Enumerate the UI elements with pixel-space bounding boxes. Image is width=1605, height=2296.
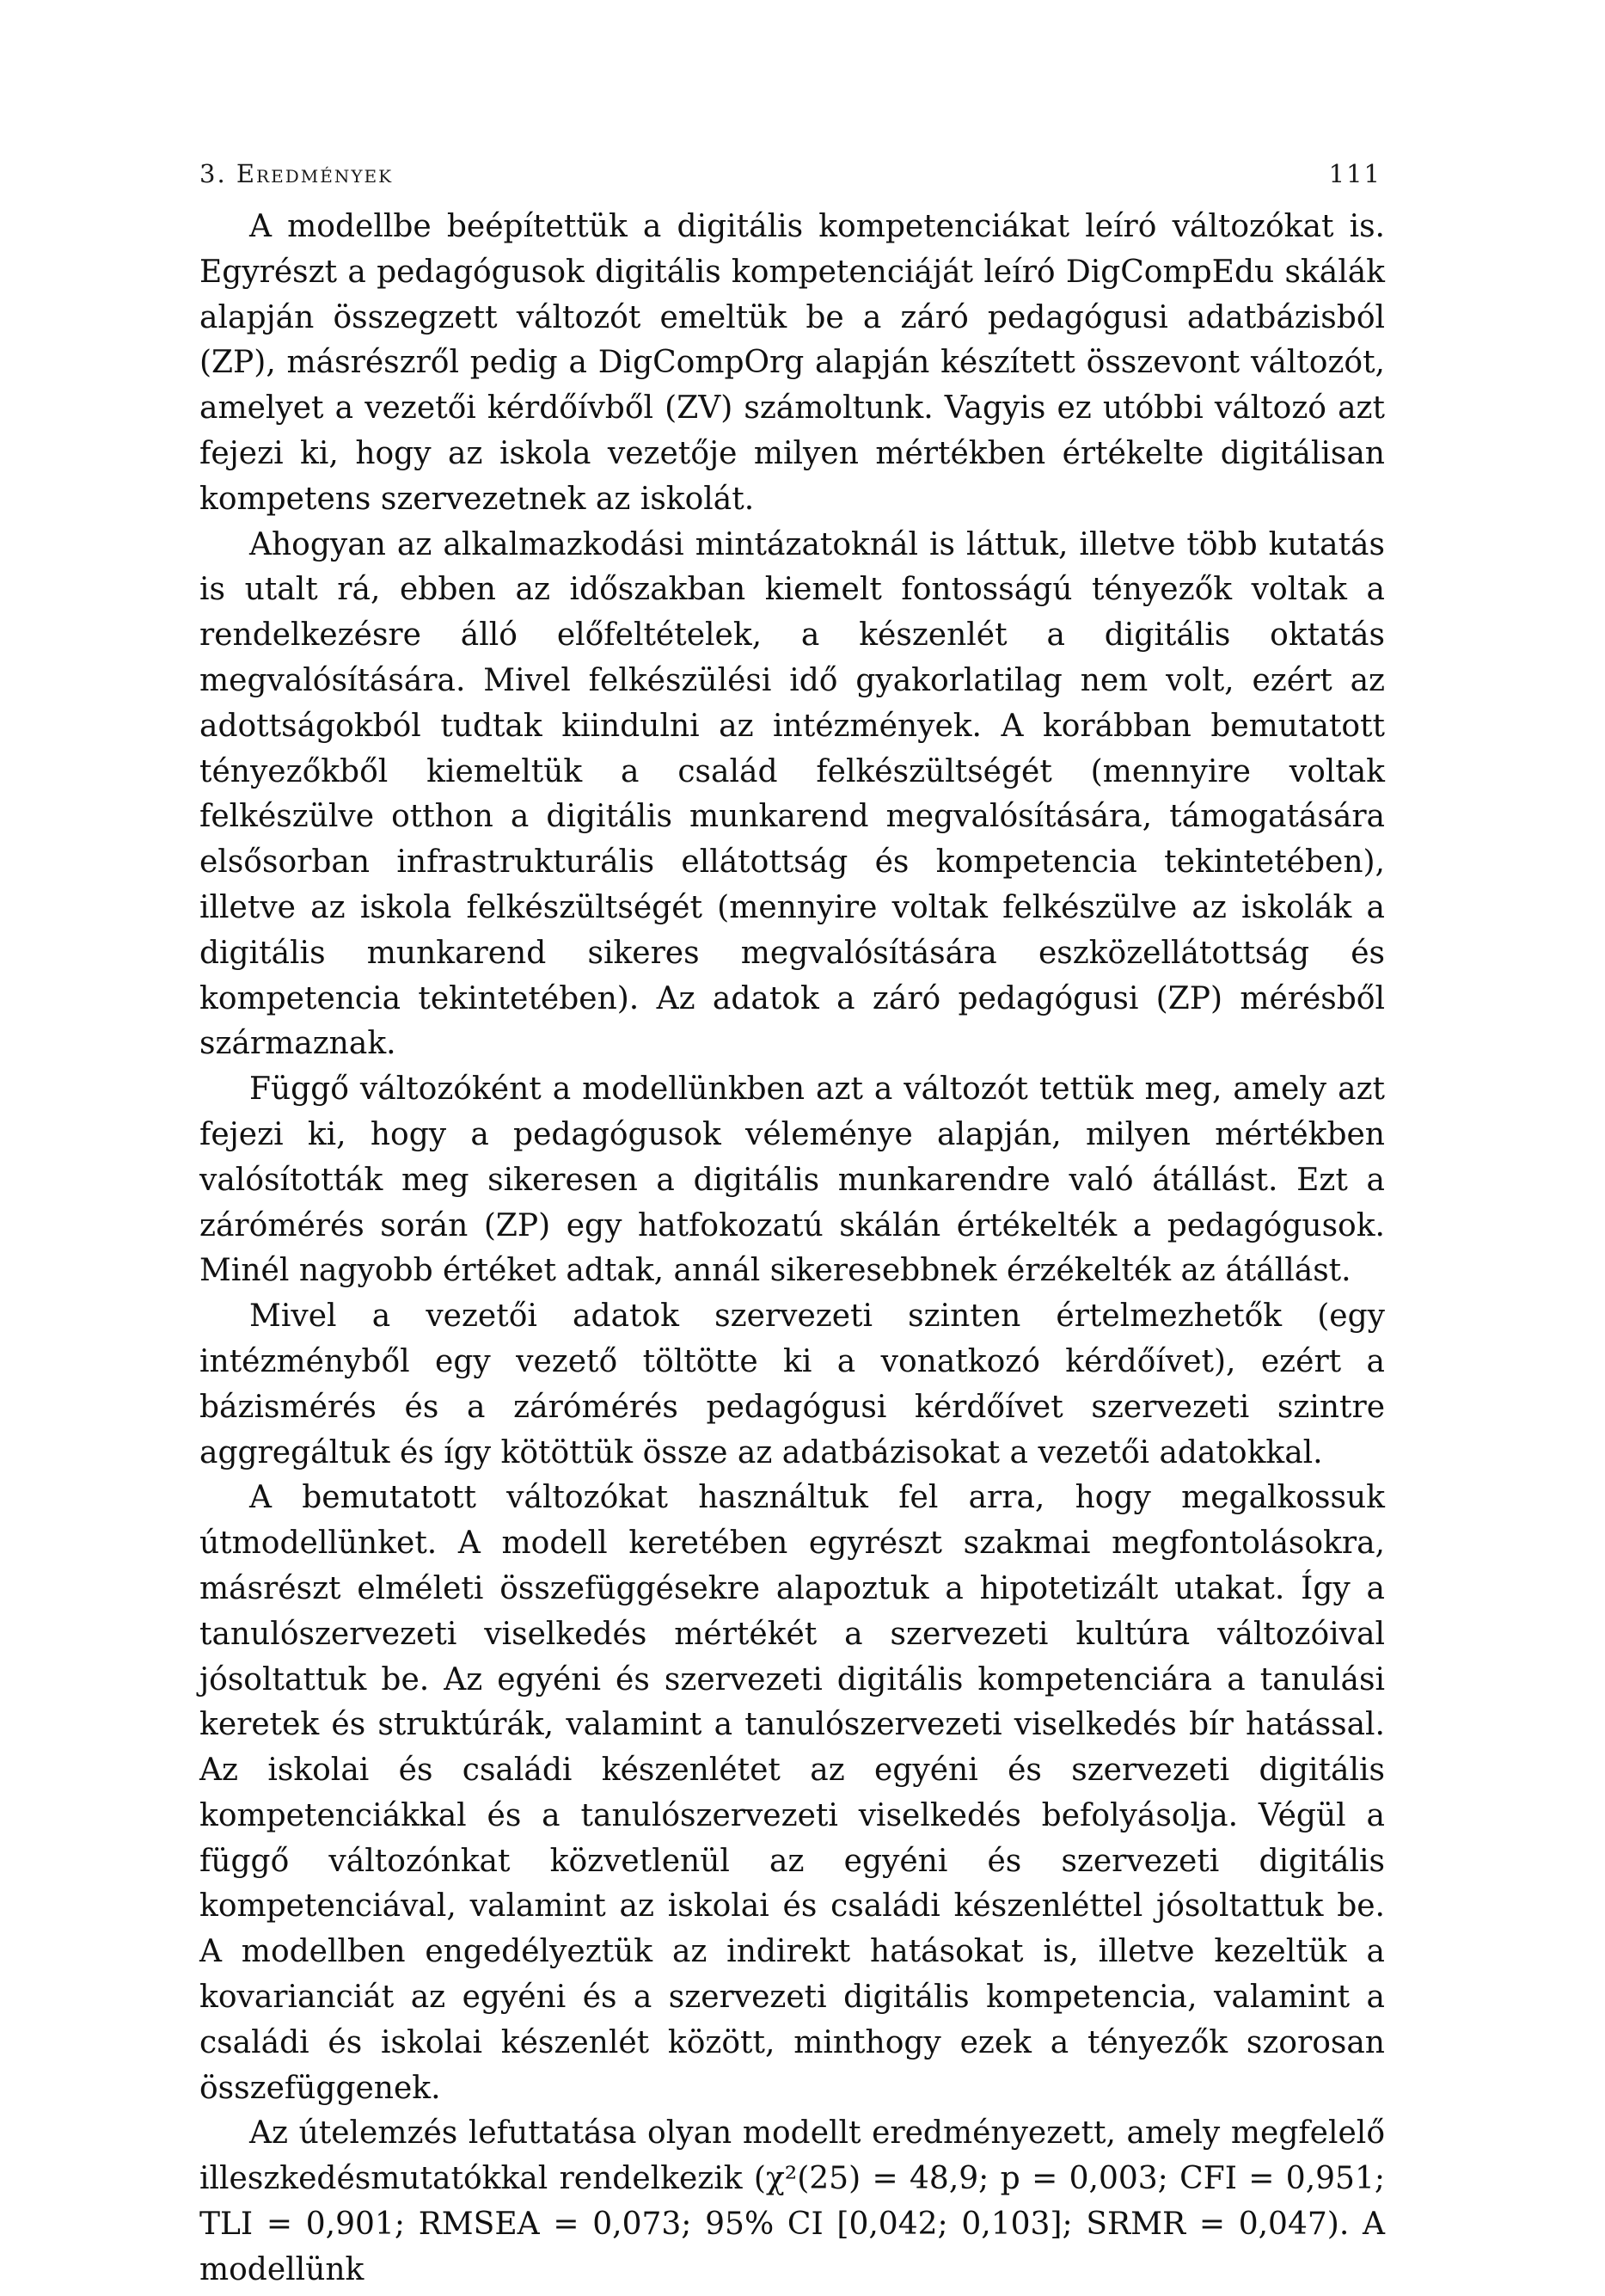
body-text	[199, 205, 1385, 2293]
paragraph: Az útelemzés lefuttatása olyan modellt eredményezett, amely megfelelő illeszkedésmutatókkal rendelkezik (χ²(25) = 48,9; p = 0,003; CFI = 0,951; TLI = 0,901; RMSEA = 0,073; 95% CI [0,042; 0,103]; SRMR = 0,047). A modellünk	[199, 2115, 1385, 2287]
page-number: 111	[1328, 159, 1381, 188]
chapter-title: 3. Eredmények	[199, 159, 394, 188]
running-head	[199, 159, 1381, 188]
paragraph: Mivel a vezetői adatok szervezeti szinten értelmezhetők (egy intézményből egy vezető töltötte ki a vonatkozó kérdőívet), ezért a bázismérés és a zárómérés pedagógusi kérdőívet szervezeti szintre aggregáltuk és így kötöttük össze az adatbázisokat a vezetői adatokkal.	[199, 1298, 1385, 1470]
paragraph: Függő változóként a modellünkben azt a változót tettük meg, amely azt fejezi ki, hogy a pedagógusok véleménye alapján, milyen mértékben valósították meg sikeresen a digitális munkarendre való átállást. Ezt a zárómérés során (ZP) egy hatfokozatú skálán értékelték a pedagógusok. Minél nagyobb értéket adtak, annál sikeresebbnek érzékelték az átállást.	[199, 1071, 1385, 1289]
paragraph: A modellbe beépítettük a digitális kompetenciákat leíró változókat is. Egyrészt a pedagógusok digitális kompetenciáját leíró DigCompEdu skálák alapján összegzett változót emeltük be a záró pedagógusi adatbázisból (ZP), másrészről pedig a DigCompOrg alapján készített összevont változót, amelyet a vezetői kérdőívből (ZV) számoltunk. Vagyis ez utóbbi változó azt fejezi ki, hogy az iskola vezetője milyen mértékben értékelte digitálisan kompetens szervezetnek az iskolát.	[199, 209, 1385, 517]
paragraph: Ahogyan az alkalmazkodási mintázatoknál is láttuk, illetve több kutatás is utalt rá, ebben az időszakban kiemelt fontosságú tényezők voltak a rendelkezésre álló előfeltételek, a készenlét a digitális oktatás megvalósítására. Mivel felkészülési idő gyakorlatilag nem volt, ezért az adottságokból tudtak kiindulni az intézmények. A korábban bemutatott tényezőkből kiemeltük a család felkészültségét (mennyire voltak felkészülve otthon a digitális munkarend megvalósítására, támogatására elsősorban infrastrukturális ellátottság és kompetencia tekintetében), illetve az iskola felkészültségét (mennyire voltak felkészülve az iskolák a digitális munkarend sikeres megvalósítására eszközellátottság és kompetencia tekintetében). Az adatok a záró pedagógusi (ZP) mérésből származnak.	[199, 526, 1385, 1062]
paragraph: A bemutatott változókat használtuk fel arra, hogy megalkossuk útmodellünket. A modell keretében egyrészt szakmai megfontolásokra, másrészt elméleti összefüggésekre alapoztuk a hipotetizált utakat. Így a tanulószervezeti viselkedés mértékét a szervezeti kultúra változóival jósoltattuk be. Az egyéni és szervezeti digitális kompetenciára a tanulási keretek és struktúrák, valamint a tanulószervezeti viselkedés bír hatással. Az iskolai és családi készenlétet az egyéni és szervezeti digitális kompetenciákkal és a tanulószervezeti viselkedés befolyásolja. Végül a függő változónkat közvetlenül az egyéni és szervezeti digitális kompetenciával, valamint az iskolai és családi készenléttel jósoltattuk be. A modellben engedélyeztük az indirekt hatásokat is, illetve kezeltük a kovarianciát az egyéni és a szervezeti digitális kompetencia, valamint a családi és iskolai készenlét között, minthogy ezek a tényezők szorosan összefüggenek.	[199, 1480, 1385, 2106]
